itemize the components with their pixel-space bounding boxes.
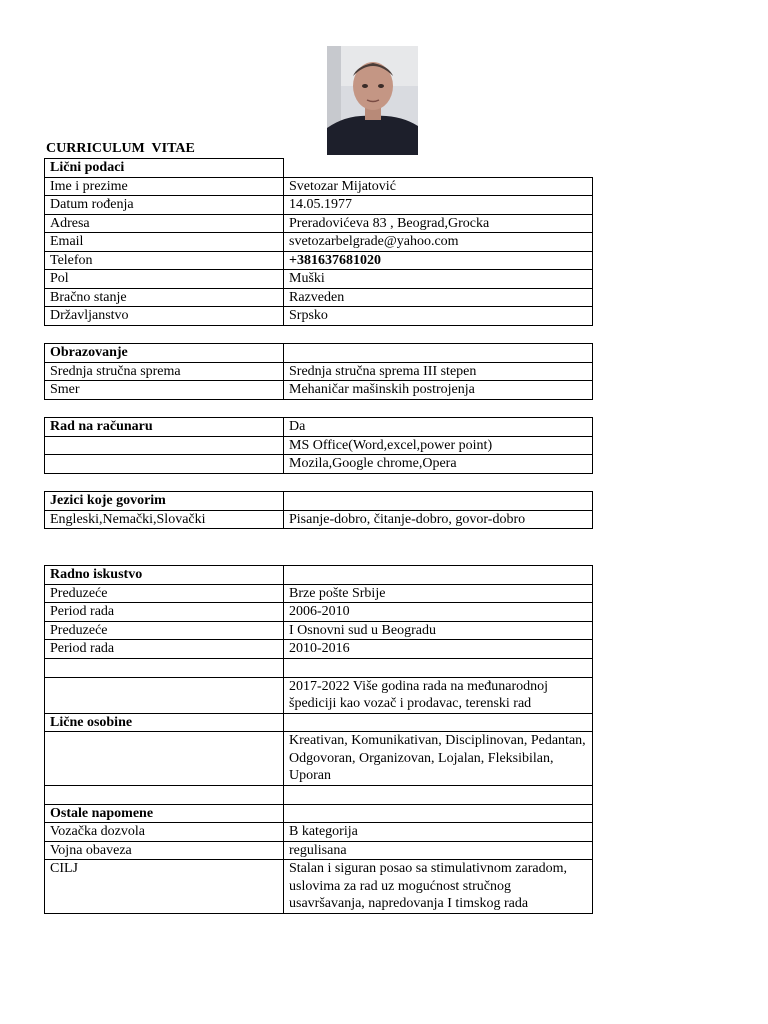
- table-row: [45, 603, 593, 622]
- label: Adresa: [45, 214, 284, 233]
- value: regulisana: [284, 841, 593, 860]
- section-header: Lični podaci: [45, 159, 284, 178]
- section-header: Ostale napomene: [45, 804, 284, 823]
- table-row: [45, 233, 593, 252]
- table-row: [45, 732, 593, 786]
- value: 2010-2016: [284, 640, 593, 659]
- computer-skills-table: [44, 417, 593, 474]
- section-header: Jezici koje govorim: [45, 492, 284, 511]
- value: Mozila,Google chrome,Opera: [284, 455, 593, 474]
- table-header-row: [45, 344, 593, 363]
- section-header: Radno iskustvo: [45, 566, 284, 585]
- value: I Osnovni sud u Beogradu: [284, 621, 593, 640]
- table-row: [45, 658, 593, 677]
- languages-list: Engleski,Nemački,Slovački: [45, 510, 284, 529]
- section-header: Obrazovanje: [45, 344, 284, 363]
- table-row: [45, 510, 593, 529]
- label: [45, 436, 284, 455]
- table-header-row: [45, 804, 593, 823]
- table-row: [45, 251, 593, 270]
- personal-traits: Kreativan, Komunikativan, Disciplinovan, Pedantan, Odgovoran, Organizovan, Lojalan, Fleksibilan, Uporan: [284, 732, 593, 786]
- table-row: [45, 841, 593, 860]
- label: Ime i prezime: [45, 177, 284, 196]
- table-row: [45, 270, 593, 289]
- label: Period rada: [45, 640, 284, 659]
- label: Period rada: [45, 603, 284, 622]
- label: Preduzeće: [45, 621, 284, 640]
- label: Bračno stanje: [45, 288, 284, 307]
- value: Muški: [284, 270, 593, 289]
- table-header-row: [45, 713, 593, 732]
- label: Preduzeće: [45, 584, 284, 603]
- value: Mehaničar mašinskih postrojenja: [284, 381, 593, 400]
- value: 14.05.1977: [284, 196, 593, 215]
- goal-value: Stalan i siguran posao sa stimulativnom zaradom, uslovima za rad uz mogućnost stručnog usavršavanja, napredovanja I timskog rada: [284, 860, 593, 914]
- personal-data-table: [44, 158, 593, 326]
- value: Brze pošte Srbije: [284, 584, 593, 603]
- table-header-row: [45, 159, 593, 178]
- label: Srednja stručna sprema: [45, 362, 284, 381]
- value: Srpsko: [284, 307, 593, 326]
- table-header-row: [45, 418, 593, 437]
- table-row: [45, 640, 593, 659]
- table-header-row: [45, 566, 593, 585]
- label: [45, 677, 284, 713]
- label: Email: [45, 233, 284, 252]
- label: Vozačka dozvola: [45, 823, 284, 842]
- value: 2017-2022 Više godina rada na međunarodnoj špediciji kao vozač i prodavac, terenski rad: [284, 677, 593, 713]
- email-value: svetozarbelgrade@yahoo.com: [284, 233, 593, 252]
- table-row: [45, 196, 593, 215]
- table-row: [45, 584, 593, 603]
- table-row: [45, 455, 593, 474]
- value: MS Office(Word,excel,power point): [284, 436, 593, 455]
- value: Da: [284, 418, 593, 437]
- label: [45, 455, 284, 474]
- value: Preradovićeva 83 , Beograd,Grocka: [284, 214, 593, 233]
- table-row: [45, 381, 593, 400]
- education-table: [44, 343, 593, 400]
- label: Datum rođenja: [45, 196, 284, 215]
- label: CILJ: [45, 860, 284, 914]
- value: B kategorija: [284, 823, 593, 842]
- table-row: [45, 436, 593, 455]
- table-row: [45, 307, 593, 326]
- label: Telefon: [45, 251, 284, 270]
- table-row: [45, 677, 593, 713]
- table-row: [45, 823, 593, 842]
- cv-title: CURRICULUM VITAE: [46, 141, 195, 156]
- profile-photo: [327, 46, 418, 155]
- value: Svetozar Mijatović: [284, 177, 593, 196]
- value: Razveden: [284, 288, 593, 307]
- section-header: Lične osobine: [45, 713, 284, 732]
- table-row: [45, 860, 593, 914]
- table-header-row: [45, 492, 593, 511]
- label: Smer: [45, 381, 284, 400]
- table-row: [45, 785, 593, 804]
- experience-table: [44, 565, 593, 914]
- label: Vojna obaveza: [45, 841, 284, 860]
- label: Državljanstvo: [45, 307, 284, 326]
- table-row: [45, 214, 593, 233]
- section-header: Rad na računaru: [45, 418, 284, 437]
- table-row: [45, 177, 593, 196]
- phone-value: +381637681020: [284, 251, 593, 270]
- table-row: [45, 621, 593, 640]
- label: Pol: [45, 270, 284, 289]
- value: 2006-2010: [284, 603, 593, 622]
- languages-table: [44, 491, 593, 529]
- table-row: [45, 288, 593, 307]
- value: Srednja stručna sprema III stepen: [284, 362, 593, 381]
- language-level: Pisanje-dobro, čitanje-dobro, govor-dobro: [284, 510, 593, 529]
- table-row: [45, 362, 593, 381]
